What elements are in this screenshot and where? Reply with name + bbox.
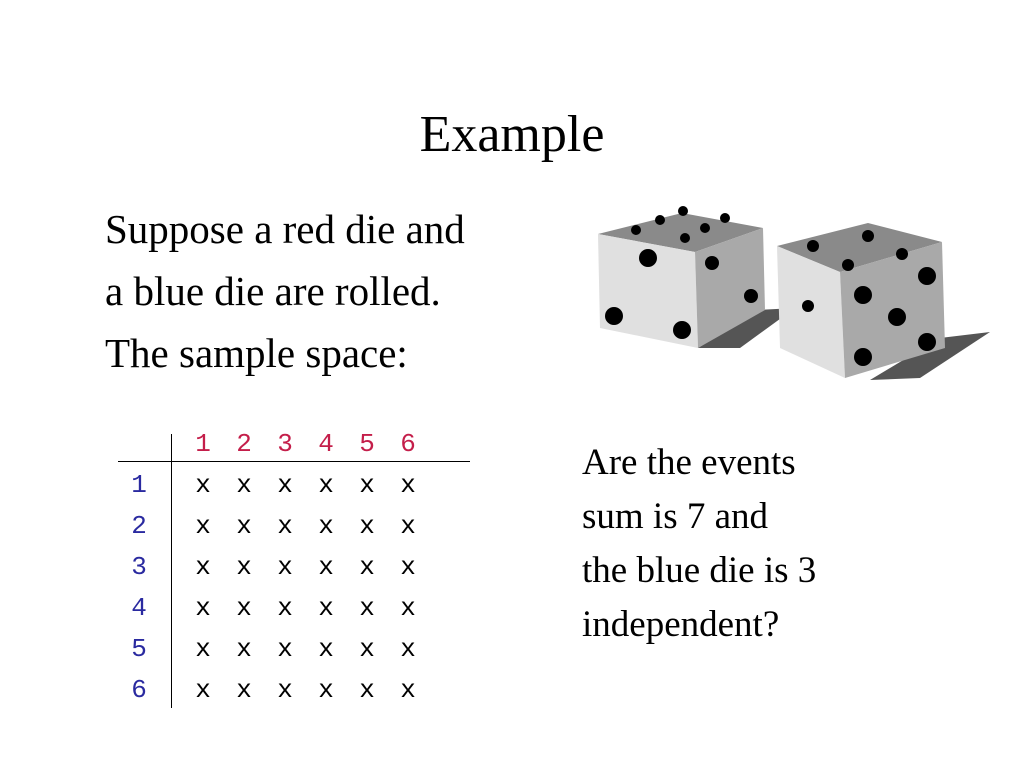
row-header: 1 (131, 470, 147, 500)
table-row (118, 629, 470, 670)
table-row (118, 670, 470, 711)
column-header: 4 (318, 429, 334, 459)
table-cell: x (236, 511, 252, 541)
table-cell: x (195, 552, 211, 582)
table-cell: x (359, 675, 375, 705)
table-cell: x (400, 675, 416, 705)
intro-line: a blue die are rolled. (105, 268, 441, 314)
intro-text (105, 198, 575, 384)
table-row (118, 588, 470, 629)
question-text (582, 436, 942, 652)
table-cell: x (400, 593, 416, 623)
table-cell: x (277, 593, 293, 623)
row-header: 4 (131, 593, 147, 623)
table-cell: x (277, 470, 293, 500)
table-cell: x (195, 634, 211, 664)
table-cell: x (359, 470, 375, 500)
table-cell: x (318, 634, 334, 664)
dice-icon (590, 190, 1000, 390)
table-cell: x (400, 634, 416, 664)
table-cell: x (400, 511, 416, 541)
table-cell: x (195, 470, 211, 500)
table-cell: x (318, 552, 334, 582)
table-cell: x (195, 593, 211, 623)
column-header: 1 (195, 429, 211, 459)
table-cell: x (359, 593, 375, 623)
table-cell: x (236, 470, 252, 500)
table-row (118, 465, 470, 506)
question-line: the blue die is 3 (582, 550, 817, 591)
table-cell: x (277, 552, 293, 582)
table-cell: x (277, 675, 293, 705)
table-cell: x (318, 593, 334, 623)
table-cell: x (318, 675, 334, 705)
row-header: 3 (131, 552, 147, 582)
table-cell: x (359, 634, 375, 664)
table-cell: x (236, 593, 252, 623)
table-cell: x (318, 470, 334, 500)
slide-title: Example (419, 106, 605, 163)
table-cell: x (318, 511, 334, 541)
table-cell: x (400, 552, 416, 582)
column-header: 5 (359, 429, 375, 459)
question-line: sum is 7 and (582, 496, 769, 537)
column-header: 6 (400, 429, 416, 459)
row-header: 2 (131, 511, 147, 541)
table-cell: x (359, 511, 375, 541)
intro-line: The sample space: (105, 330, 408, 376)
table-cell: x (400, 470, 416, 500)
table-cell: x (195, 675, 211, 705)
table-cell: x (277, 634, 293, 664)
table-row (118, 506, 470, 547)
table-cell: x (236, 552, 252, 582)
column-header: 3 (277, 429, 293, 459)
question-line: independent? (582, 604, 780, 645)
table-header-row (118, 424, 470, 465)
table-cell: x (359, 552, 375, 582)
table-cell: x (195, 511, 211, 541)
intro-line: Suppose a red die and (105, 206, 465, 252)
question-line: Are the events (582, 442, 796, 483)
table-cell: x (236, 675, 252, 705)
row-header: 5 (131, 634, 147, 664)
table-cell: x (236, 634, 252, 664)
table-cell: x (277, 511, 293, 541)
column-header: 2 (236, 429, 252, 459)
table-row (118, 547, 470, 588)
row-header: 6 (131, 675, 147, 705)
